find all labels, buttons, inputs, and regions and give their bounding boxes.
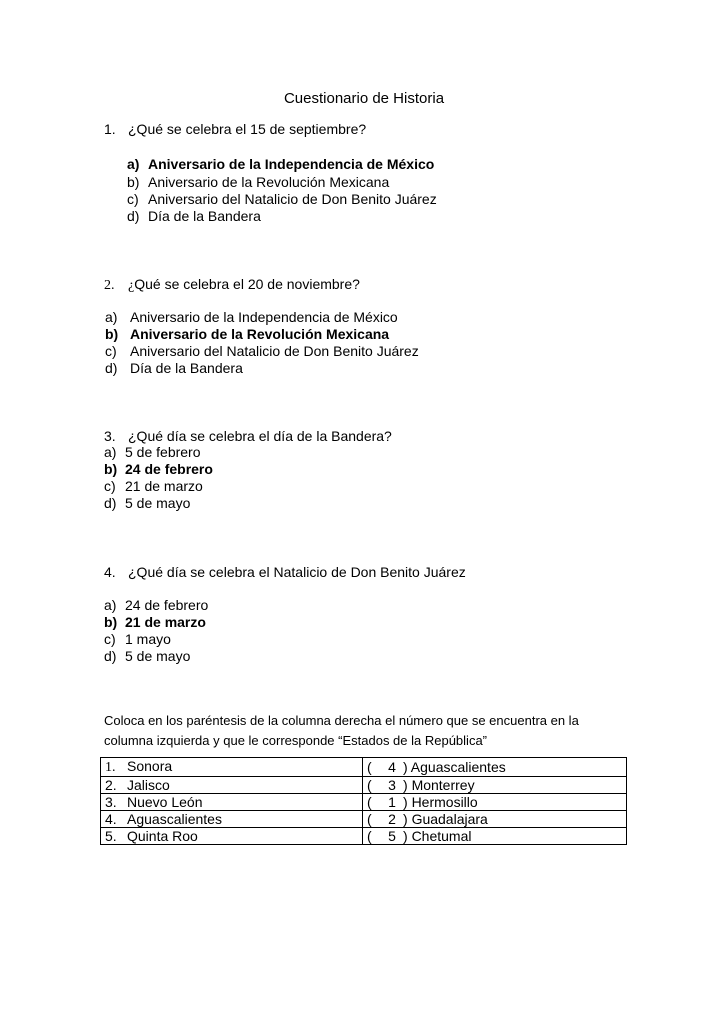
option-letter: b) bbox=[104, 614, 118, 630]
question-text: ¿Qué se celebra el 15 de septiembre? bbox=[128, 121, 367, 137]
option-text: 5 de mayo bbox=[125, 648, 191, 664]
option-text: Aniversario del Natalicio de Don Benito Juárez bbox=[130, 343, 419, 359]
question-inverted-mark: ¿ bbox=[128, 278, 135, 293]
city-name: Guadalajara bbox=[411, 811, 488, 827]
q1-option-b bbox=[127, 174, 389, 191]
option-text: 24 de febrero bbox=[125, 597, 209, 613]
question-2 bbox=[104, 276, 360, 294]
instructions-line-1: Coloca en los paréntesis de la columna derecha el número que se encuentra en la bbox=[104, 713, 579, 728]
q2-option-d bbox=[105, 360, 243, 377]
question-3 bbox=[104, 428, 392, 445]
option-letter: b) bbox=[105, 326, 119, 342]
answer-cell: ( 2 ) Guadalajara bbox=[363, 811, 627, 828]
q2-option-c bbox=[105, 343, 419, 360]
option-text: Aniversario del Natalicio de Don Benito Juárez bbox=[148, 191, 437, 207]
q4-option-b bbox=[104, 614, 206, 631]
matching-table bbox=[100, 757, 627, 845]
state-number: 3. bbox=[105, 794, 117, 810]
state-name: Jalisco bbox=[127, 777, 170, 793]
answer-number: 1 bbox=[388, 794, 396, 810]
answer-cell: ( 4 ) Aguascalientes bbox=[363, 758, 627, 777]
option-letter: b) bbox=[127, 174, 140, 190]
question-number: 4. bbox=[104, 564, 116, 580]
document-title: Cuestionario de Historia bbox=[283, 90, 445, 107]
answer-cell: ( 5 ) Chetumal bbox=[363, 828, 627, 845]
answer-cell: ( 1 ) Hermosillo bbox=[363, 794, 627, 811]
option-letter: a) bbox=[127, 156, 140, 172]
question-number: 2. bbox=[104, 278, 115, 293]
q2-option-b bbox=[105, 326, 389, 343]
q1-option-c bbox=[127, 191, 437, 208]
question-text: ¿Qué día se celebra el día de la Bandera? bbox=[128, 428, 392, 444]
state-cell bbox=[101, 758, 363, 777]
option-letter: d) bbox=[104, 495, 117, 511]
question-text: ¿Qué día se celebra el Natalicio de Don Benito Juárez bbox=[128, 564, 466, 580]
q4-option-a bbox=[104, 597, 208, 614]
state-cell bbox=[101, 828, 363, 845]
state-number: 1. bbox=[105, 760, 116, 775]
q3-option-a bbox=[104, 444, 201, 461]
city-name: Chetumal bbox=[411, 828, 472, 844]
answer-number: 4 bbox=[388, 759, 396, 775]
option-text: Aniversario de la Independencia de México bbox=[148, 156, 435, 172]
state-name: Sonora bbox=[127, 758, 173, 774]
option-letter: c) bbox=[104, 631, 116, 647]
question-text: Qué se celebra el 20 de noviembre? bbox=[134, 276, 360, 292]
city-name: Aguascalientes bbox=[410, 759, 506, 775]
option-text: Día de la Bandera bbox=[130, 360, 243, 376]
state-number: 4. bbox=[105, 811, 117, 827]
q4-option-c bbox=[104, 631, 171, 648]
option-text: Aniversario de la Revolución Mexicana bbox=[130, 326, 390, 342]
answer-number: 3 bbox=[388, 777, 396, 793]
city-name: Hermosillo bbox=[411, 794, 478, 810]
state-cell bbox=[101, 794, 363, 811]
city-name: Monterrey bbox=[411, 777, 475, 793]
state-name: Nuevo León bbox=[127, 794, 203, 810]
option-text: Día de la Bandera bbox=[148, 208, 261, 224]
question-number: 1. bbox=[104, 121, 116, 137]
matching-instructions bbox=[104, 711, 624, 751]
option-letter: d) bbox=[104, 648, 117, 664]
answer-number: 2 bbox=[388, 811, 396, 827]
table-row bbox=[101, 811, 627, 828]
option-letter: a) bbox=[105, 309, 118, 325]
q1-option-d bbox=[127, 208, 261, 225]
state-cell bbox=[101, 811, 363, 828]
option-letter: c) bbox=[104, 478, 116, 494]
option-letter: c) bbox=[127, 191, 139, 207]
q4-option-d bbox=[104, 648, 190, 665]
state-number: 2. bbox=[105, 777, 117, 793]
option-text: 21 de marzo bbox=[125, 478, 203, 494]
question-4 bbox=[104, 564, 466, 581]
option-text: 24 de febrero bbox=[125, 461, 213, 477]
q3-option-d bbox=[104, 495, 190, 512]
option-text: 21 de marzo bbox=[125, 614, 206, 630]
option-letter: a) bbox=[104, 597, 117, 613]
option-text: 5 de mayo bbox=[125, 495, 191, 511]
answer-cell: ( 3 ) Monterrey bbox=[363, 777, 627, 794]
q1-option-a bbox=[127, 156, 434, 173]
state-number: 5. bbox=[105, 828, 117, 844]
option-text: 1 mayo bbox=[125, 631, 171, 647]
question-1 bbox=[104, 121, 366, 138]
option-text: Aniversario de la Independencia de México bbox=[130, 309, 398, 325]
option-letter: c) bbox=[105, 343, 117, 359]
state-name: Aguascalientes bbox=[127, 811, 222, 827]
option-letter: d) bbox=[127, 208, 140, 224]
option-letter: d) bbox=[105, 360, 118, 376]
q3-option-b bbox=[104, 461, 213, 478]
q3-option-c bbox=[104, 478, 203, 495]
table-row bbox=[101, 758, 627, 777]
q2-option-a bbox=[105, 309, 398, 326]
instructions-line-2: columna izquierda y que le corresponde “Estados de la República” bbox=[104, 733, 487, 748]
state-name: Quinta Roo bbox=[127, 828, 198, 844]
table-row bbox=[101, 777, 627, 794]
table-row bbox=[101, 794, 627, 811]
answer-number: 5 bbox=[388, 828, 396, 844]
option-text: Aniversario de la Revolución Mexicana bbox=[148, 174, 390, 190]
table-row bbox=[101, 828, 627, 845]
option-letter: a) bbox=[104, 444, 117, 460]
option-text: 5 de febrero bbox=[125, 444, 201, 460]
question-number: 3. bbox=[104, 428, 116, 444]
option-letter: b) bbox=[104, 461, 118, 477]
state-cell bbox=[101, 777, 363, 794]
